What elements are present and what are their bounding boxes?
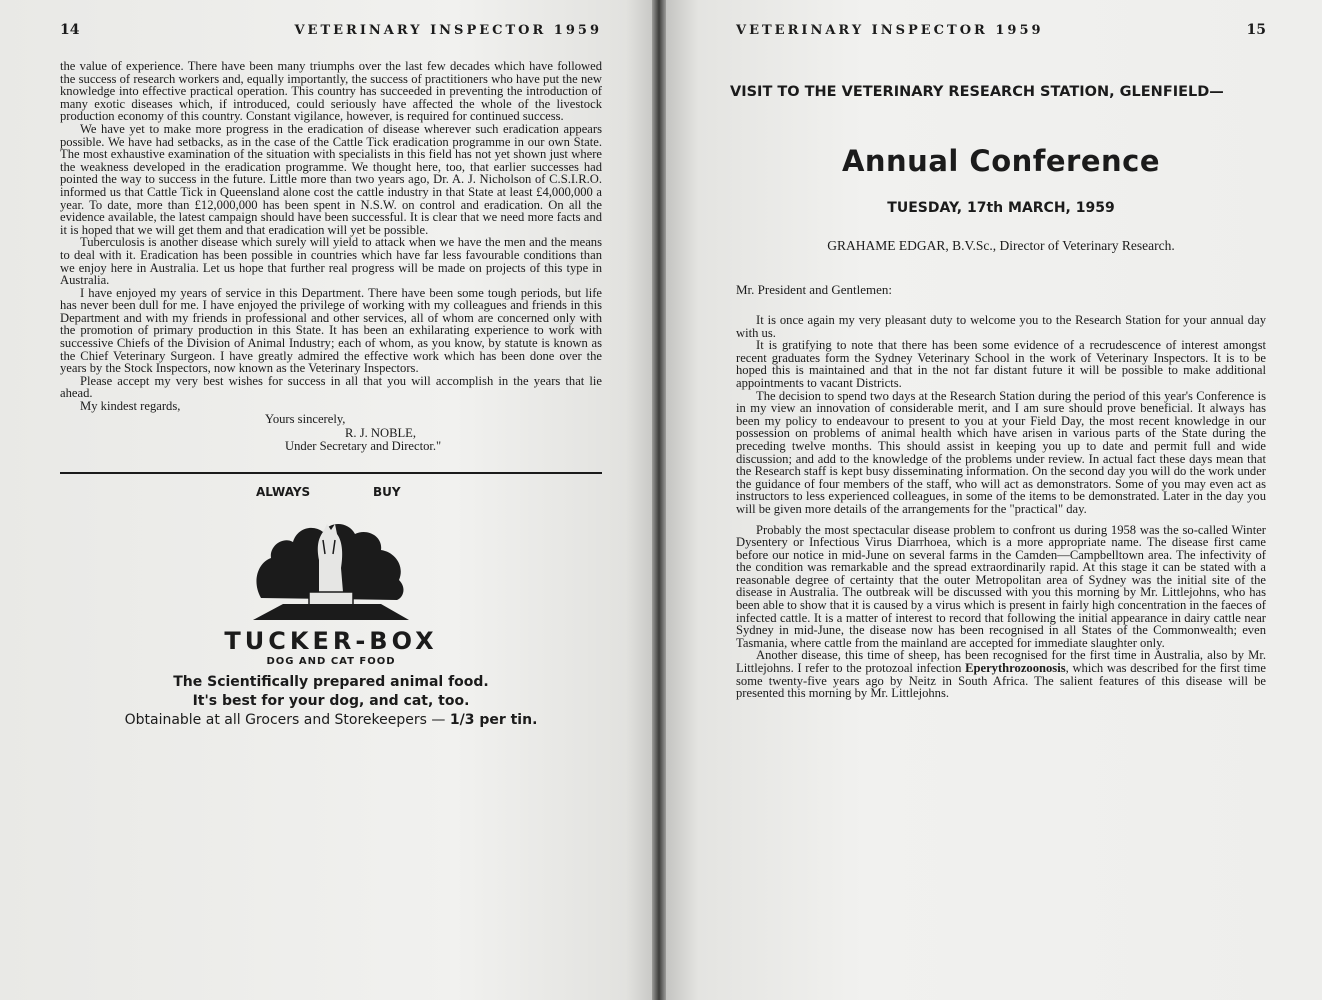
right-page-number: 15 [1246,22,1266,38]
right-running-head-title: VETERINARY INSPECTOR 1959 [736,23,1044,38]
left-paragraph: Please accept my very best wishes for success in all that you will accomplish in the years that lie ahead. [60,373,602,401]
advert-availability: Obtainable at all Grocers and Storekeepers — [124,711,446,728]
sincerely-line: Yours sincerely, [265,412,346,427]
dog-on-tuckerbox-logo [231,480,431,622]
disease-name: Eperythrozoonosis [965,661,1066,676]
advert-line-1: The Scientifically prepared animal food. [173,673,489,690]
article-date: TUESDAY, 17th MARCH, 1959 [887,200,1115,216]
advert-brand: TUCKER-BOX [224,626,438,655]
logo-text-buy: BUY [373,484,401,499]
left-running-head [60,22,602,60]
article-kicker: VISIT TO THE VETERINARY RESEARCH STATION, GLENFIELD— [730,84,1224,100]
left-page [0,0,652,1000]
right-paragraph: It is once again my very pleasant duty to welcome you to the Research Station for your annual day with us. [736,313,1266,340]
advert-subtitle: DOG AND CAT FOOD [266,655,396,667]
left-page-number: 14 [60,22,80,38]
left-paragraph: We have yet to make more progress in the eradication of disease wherever such eradication appears possible. We have had setbacks, as in the case of the Cattle Tick eradication programme in our own State. The most exhaustive examination of the situation with specialists in this field has not yet shown just where the weakness developed in the eradication programme. We thought here, too, that earlier successes had pointed the way to success in the future. Little more than two years ago, Dr. A. J. Nicholson of C.S.I.R.O. informed us that Cattle Tick in Queensland alone cost the cattle industry in that State at least £4,000,000 a year. To date, more than £12,000,000 has been spent in N.S.W. on control and eradication. On all the evidence available, the latest campaign should have been successful. It is clear that we need more facts and it is hoped that we will get them and that eradication will yet be possible. [60,121,602,237]
book-gutter [652,0,666,1000]
closing-line: My kindest regards, [80,399,181,414]
advert-price: 1/3 per tin. [449,711,538,728]
left-paragraph: I have enjoyed my years of service in this Department. There have been some tough periods, but life has never been dull for me. I have enjoyed the privilege of working with my colleagues and friends in this Department and with my friends in professional and other services, all of whom are concerned only with the promotion of primary production in this State. It has been an exhilarating experience to work with successive Chiefs of the Division of Animal Industry; each of whom, as you know, by statute is known as the Chief Veterinary Surgeon. I have greatly admired the effective work which has been done over the years by the Stock Inspectors, now known as the Veterinary Inspectors. [60,285,602,376]
tucker-box-advert [60,480,602,730]
advert-divider [60,472,602,474]
left-paragraph: Tuberculosis is another disease which surely will yield to attack when we have the men and the means to deal with it. Eradication has been possible in countries which have far less favourable conditions than we enjoy here in Australia. Let us hope that further real progress will be made on projects of this type in Australia. [60,235,602,288]
monument-base [301,606,361,616]
signer-name: R. J. NOBLE, [345,425,417,440]
article-greeting: Mr. President and Gentlemen: [736,282,892,297]
right-page [666,0,1322,1000]
right-body-text [736,314,1266,700]
signer-title: Under Secretary and Director." [285,439,442,454]
right-paragraph: The decision to spend two days at the Research Station during the period of this year's Conference is in my view an innovation of considerable merit, and I am sure should prove beneficial. It always has been my policy to endeavour to present to you at your Field Day, the most recent knowledge in our possession on problems of animal health which have arisen in various parts of the State during the preceding twelve months. This should assist in keeping you up to date and permit full and wide discussion; and add to the knowledge of the problems under review. In actual fact these days mean that the Research staff is kept busy disseminating information. On the second day you will do the work under the guidance of four members of the staff, who will act as demonstrators. Some of you may even act as instructors to less experienced colleagues, in some of the items to be demonstrated. Later in the day you will be given more details of the arrangements for the "practical" day. [736,388,1266,516]
letter-signoff [60,400,602,454]
last-para-start: Another disease, this time of sheep, has been recognised for the first time in Australia, also by Mr. Littlejohns. I refer to the protozoal infection [736,648,1266,676]
right-paragraph: Probably the most spectacular disease problem to confront us during 1958 was the so-called Winter Dysentery or Infectious Virus Diarrhoea, which is a more appropriate name. The disease first came before our notice in mid-June on several farms in the Camden—Campbelltown area. The infectivity of the condition was remarkable and the spread extraordinarily rapid. At this stage it can be stated with a reasonable degree of certainty that the outer Metropolitan area of Sydney was the initial site of the disease in Australia. The outbreak will be discussed with you this morning by Mr. Littlejohns, who has been able to show that it is caused by a virus which is present in fairly high concentration in the faeces of infected cattle. It is a matter of interest to record that following the initial appearance in dairy cattle near Sydney in mid-June, the disease now has been recognised in all States of the Commonwealth; even Tasmania, where cattle from the mainland are accepted for immediate slaughter only. [736,522,1266,650]
last-para-end: , which was described for the first time some twenty-five years ago by Neitz in South Africa. The salient features of this disease will be presented this morning by Mr. Littlejohns. [736,661,1267,701]
logo-text-always: ALWAYS [256,484,311,499]
left-body-text [60,60,602,400]
right-running-head [736,22,1266,84]
article-title: Annual Conference [841,144,1161,178]
advert-line-3 [60,711,602,730]
right-paragraph: It is gratifying to note that there has been some evidence of a recrudescence of interest amongst recent graduates form the Sydney Veterinary School in the work of Veterinary Inspectors. It is to be hoped this is maintained and that in the not far distant future it will be possible to make additional appointments to vacant Districts. [736,338,1266,390]
tuckerbox-plinth [309,592,353,606]
right-paragraph-last [736,649,1266,699]
article-author: GRAHAME EDGAR, B.V.Sc., Director of Veterinary Research. [827,238,1175,253]
left-running-head-title: VETERINARY INSPECTOR 1959 [294,23,602,38]
left-paragraph: the value of experience. There have been many triumphs over the last few decades which have followed the success of research workers and, equally importantly, the success of practitioners who have put the new knowledge into effective practical operation. This country has succeeded in preventing the introduction of many exotic diseases which, if introduced, could seriously have affected the whole of the livestock production economy of this country. Constant vigilance, however, is required for continued success. [60,59,602,124]
advert-line-2: It's best for your dog, and cat, too. [192,692,470,709]
